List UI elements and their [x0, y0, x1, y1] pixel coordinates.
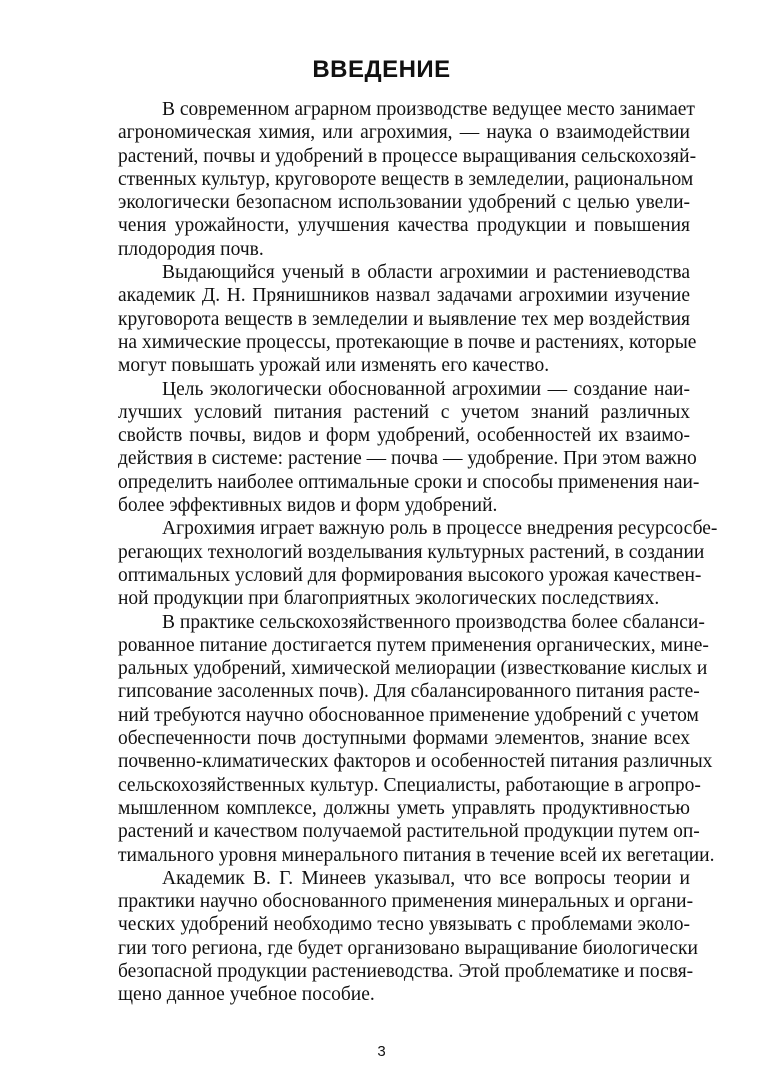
text-line: лучших условий питания растений с учетом знаний различных [118, 401, 690, 423]
text-line: обеспеченности почв доступными формами элементов, знание всех [118, 728, 690, 750]
text-line: мышленном комплексе, должны уметь управлять продуктивностью [118, 797, 690, 819]
text-line: ний требуются научно обоснованное применение удобрений с учетом [118, 704, 699, 726]
paragraph-3 [74, 378, 700, 518]
text-line: ческих удобрений необходимо тесно увязывать с проблемами эколо- [118, 914, 690, 936]
text-line: гии того региона, где будет организовано выращивание биологически [118, 937, 698, 959]
text-line: растений, почвы и удобрений в процессе выращивания сельскохозяй- [118, 145, 697, 167]
text-line: свойств почвы, видов и форм удобрений, особенностей их взаимо- [118, 425, 690, 447]
text-line: рованное питание достигается путем применения органических, мине- [118, 634, 709, 656]
paragraph-2 [74, 261, 697, 377]
paragraph-1 [74, 98, 697, 261]
text-line: сельскохозяйственных культур. Специалисты, работающие в агропро- [118, 774, 701, 796]
text-line: более эффективных видов и форм удобрений. [118, 495, 498, 517]
text-line: чения урожайности, улучшения качества продукции и повышения [118, 215, 690, 237]
text-line: ной продукции при благоприятных экологических последствиях. [118, 588, 660, 610]
text-line: ральных удобрений, химической мелиорации (известкование кислых и [118, 658, 708, 680]
text-line: В практике сельскохозяйственного производства более сбаланси- [162, 611, 705, 633]
text-line: В современном аграрном производстве ведущее место занимает [162, 99, 695, 120]
text-line: могут повышать урожай или изменять его качество. [118, 355, 550, 377]
page-title: ВВЕДЕНИЕ [312, 56, 451, 83]
text-line: агрономическая химия, или агрохимия, — наука о взаимодействии [118, 122, 690, 144]
text-line: плодородия почв. [118, 238, 264, 260]
text-line: регающих технологий возделывания культурных растений, в создании [118, 541, 705, 563]
text-line: на химические процессы, протекающие в почве и растениях, которые [118, 331, 697, 353]
paragraph-6 [74, 867, 698, 1007]
text-line: круговорота веществ в земледелии и выявление тех мер воздействия [118, 308, 690, 330]
text-line: экологически безопасном использовании удобрений с целью увели- [118, 192, 690, 214]
text-line: растений и качеством получаемой растительной продукции путем оп- [118, 821, 700, 843]
text-line: действия в системе: растение — почва — удобрение. При этом важно [118, 448, 697, 470]
page-number: 3 [377, 1043, 386, 1060]
text-line: определить наиболее оптимальные сроки и способы применения наи- [118, 471, 700, 493]
text-line: оптимальных условий для формирования высокого урожая качествен- [118, 564, 702, 586]
text-line: почвенно-климатических факторов и особенностей питания различных [118, 751, 713, 773]
text-line: тимального уровня минерального питания в течение всей их вегетации. [118, 844, 715, 866]
text-line: гипсование засоленных почв). Для сбалансированного питания расте- [118, 681, 700, 703]
paragraph-5 [74, 611, 715, 867]
text-line: Академик В. Г. Минеев указывал, что все вопросы теории и [162, 867, 690, 889]
text-line: академик Д. Н. Прянишников назвал задачами агрохимии изучение [118, 285, 690, 307]
text-line: ственных культур, круговороте веществ в земледелии, рациональном [118, 168, 694, 190]
text-line: щено данное учебное пособие. [118, 984, 375, 1006]
paragraph-4 [74, 517, 718, 610]
text-line: безопасной продукции растениеводства. Этой проблематике и посвя- [118, 960, 694, 982]
body-text [74, 98, 718, 1007]
text-line: Цель экологически обоснованной агрохимии — создание наи- [162, 378, 690, 400]
text-line: практики научно обоснованного применения минеральных и органи- [118, 891, 694, 913]
text-line: Выдающийся ученый в области агрохимии и растениеводства [162, 262, 690, 284]
text-line: Агрохимия играет важную роль в процессе внедрения ресурсосбе- [162, 518, 718, 540]
